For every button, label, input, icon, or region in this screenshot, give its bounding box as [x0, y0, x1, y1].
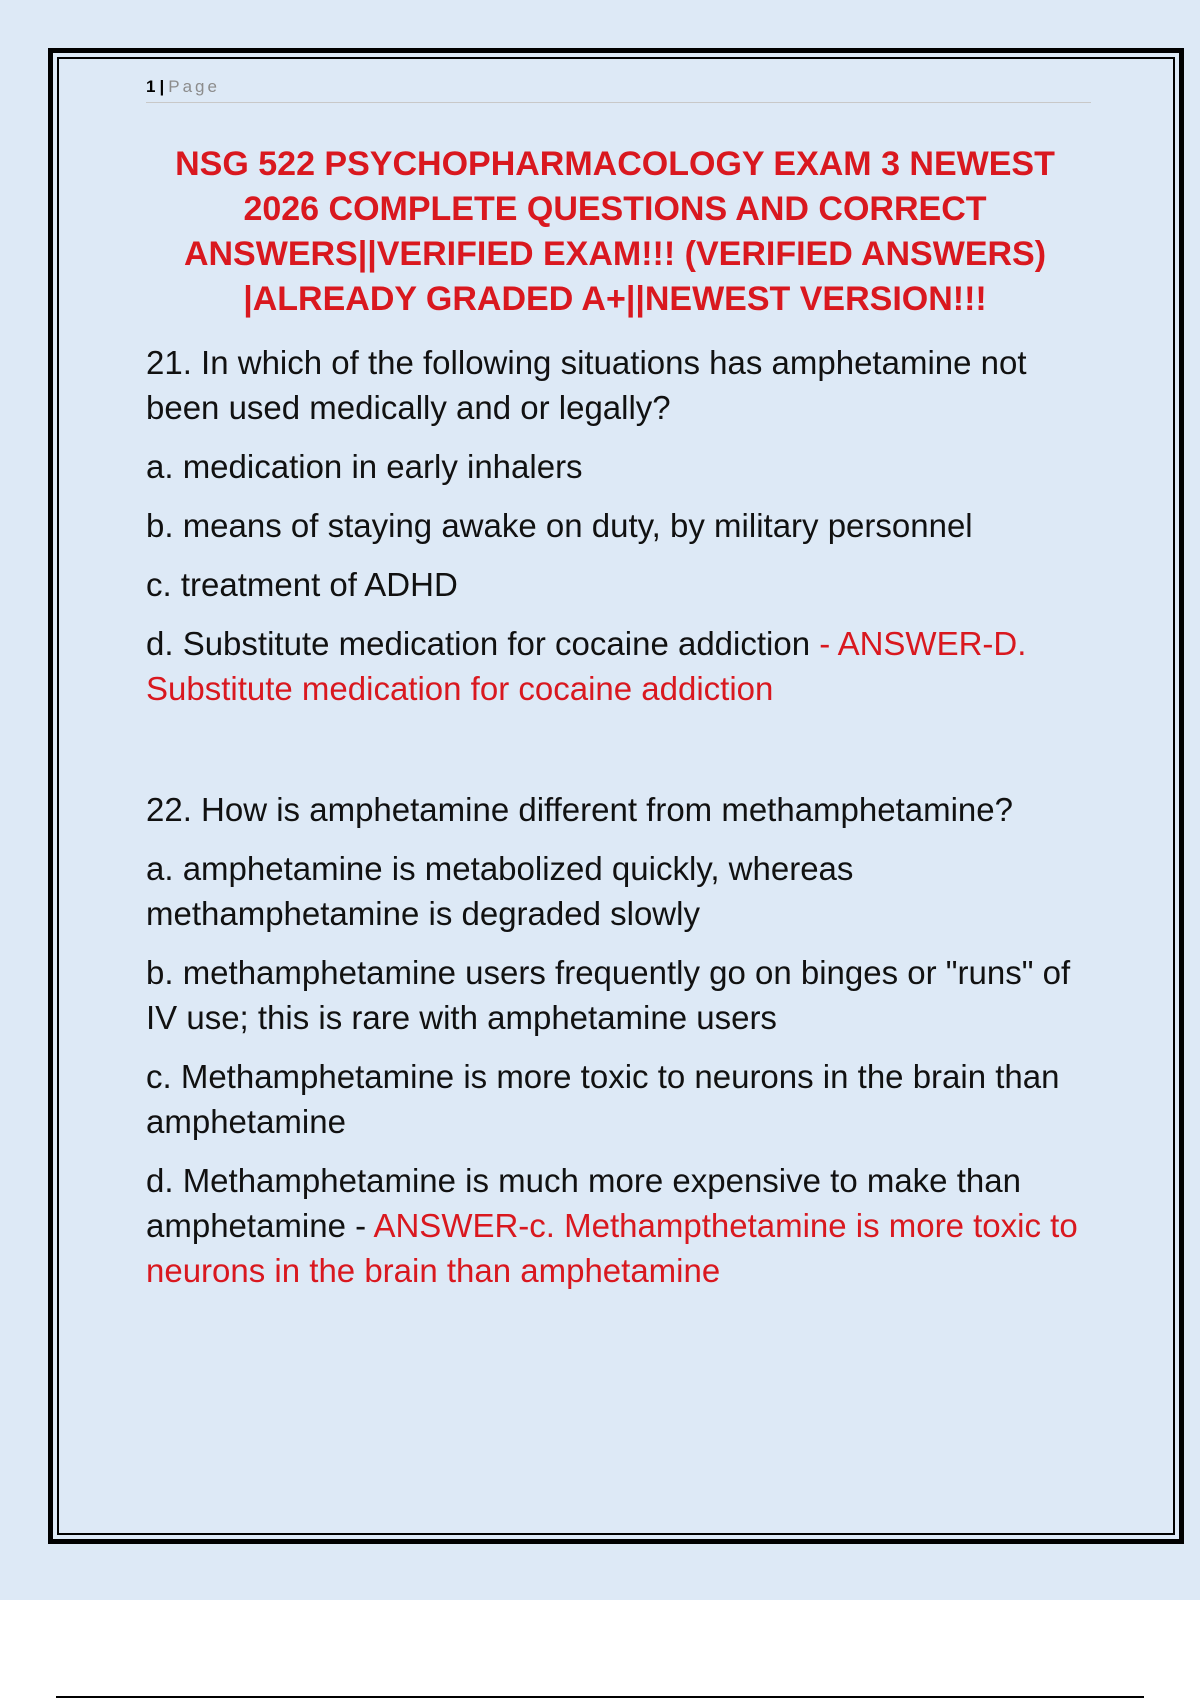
question-22-text: 22. How is amphetamine different from methamphetamine?: [146, 791, 1013, 828]
question-22-option-b: b. methamphetamine users frequently go on binges or "runs" of IV use; this is rare with amphetamine users: [146, 954, 1071, 1036]
question-21-option-b: b. means of staying awake on duty, by military personnel: [146, 507, 973, 544]
page-label: Page: [168, 77, 220, 96]
question-22-option-d: [146, 1158, 1091, 1293]
bottom-rule: [56, 1696, 1144, 1698]
question-21-option-d-text: d. Substitute medication for cocaine addiction: [146, 625, 811, 662]
question-21-option-d: [146, 621, 1091, 711]
question-22-answer: ANSWER-c. Methampthetamine is more toxic to neurons in the brain than amphetamine: [146, 1207, 1078, 1289]
question-21-text: 21. In which of the following situations has amphetamine not been used medically and or legally?: [146, 344, 1027, 426]
document-title: NSG 522 PSYCHOPHARMACOLOGY EXAM 3 NEWEST 2026 COMPLETE QUESTIONS AND CORRECT ANSWERS||VERIFIED EXAM!!! (VERIFIED ANSWERS) |ALREADY GRADED A+||NEWEST VERSION!!!: [175, 145, 1055, 318]
question-21-option-c: c. treatment of ADHD: [146, 566, 458, 603]
page-number: 1: [146, 77, 156, 96]
question-22-option-c: c. Methamphetamine is more toxic to neurons in the brain than amphetamine: [146, 1058, 1060, 1140]
question-22-option-a: a. amphetamine is metabolized quickly, whereas methamphetamine is degraded slowly: [146, 850, 854, 932]
header-separator: |: [159, 77, 165, 96]
question-22-option-d-text: d. Methamphetamine is much more expensive to make than amphetamine -: [146, 1162, 1021, 1244]
question-21-option-a: a. medication in early inhalers: [146, 448, 583, 485]
question-spacer: [146, 725, 1091, 787]
page-header: [146, 74, 1091, 103]
document-body: [146, 340, 1091, 1307]
question-21-answer: - ANSWER-D. Substitute medication for cocaine addiction: [146, 625, 1027, 707]
